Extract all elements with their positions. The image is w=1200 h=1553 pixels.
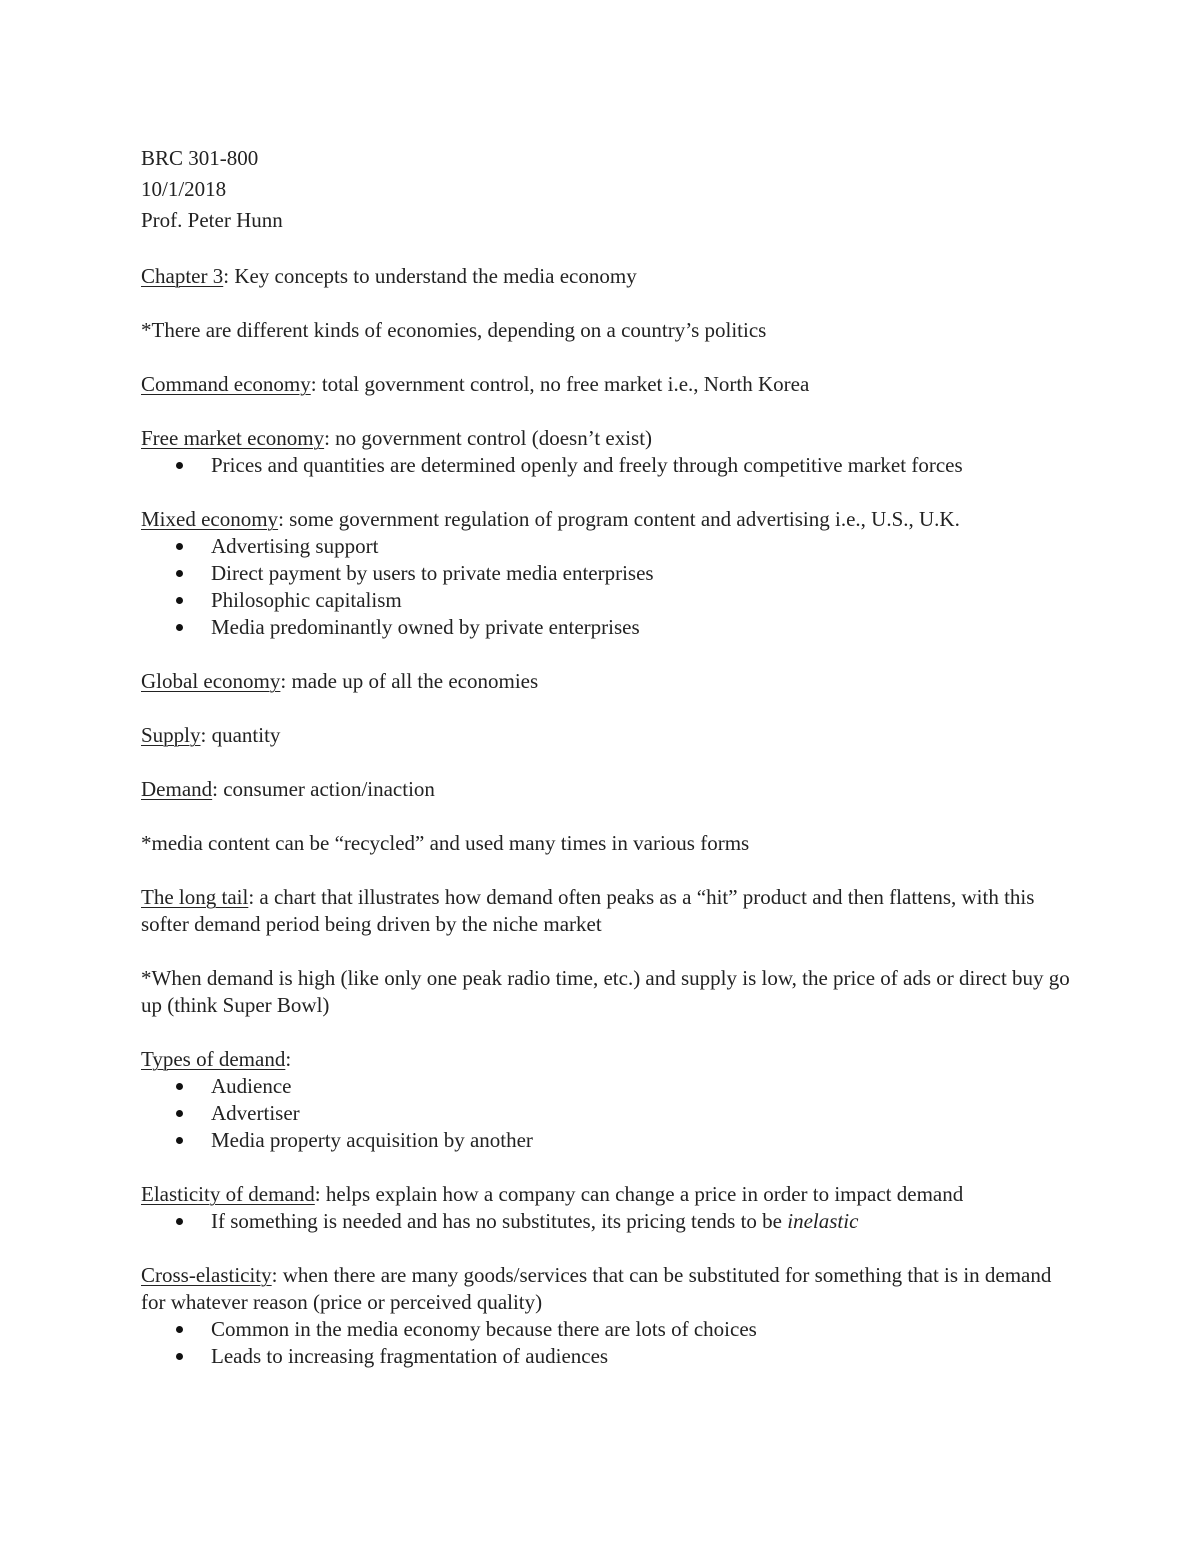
elasticity-definition <box>141 1181 1081 1208</box>
elasticity-rest: : helps explain how a company can change a price in order to impact demand <box>314 1182 964 1206</box>
bullet-icon <box>176 1137 183 1144</box>
cross-elasticity-rest: : when there are many goods/services that can be substituted for something that is in demand for whatever reason (price or perceived quality) <box>141 1263 1052 1314</box>
list-item: Advertising support <box>141 533 1081 560</box>
mixed-economy-bullets <box>141 533 1081 641</box>
bullet-icon <box>176 597 183 604</box>
lecture-date: 10/1/2018 <box>141 177 227 201</box>
bullet-icon <box>176 462 183 469</box>
list-item: Audience <box>141 1073 1081 1100</box>
global-economy-rest: : made up of all the economies <box>280 669 539 693</box>
cross-elasticity-bullets <box>141 1316 1081 1370</box>
chapter-term: Chapter 3 <box>141 264 224 288</box>
professor-name: Prof. Peter Hunn <box>141 208 283 232</box>
cross-elasticity-term: Cross-elasticity <box>141 1263 272 1287</box>
command-economy-term: Command economy <box>141 372 311 396</box>
bullet-icon <box>176 624 183 631</box>
long-tail-definition <box>141 884 1081 938</box>
supply-term: Supply <box>141 723 201 747</box>
free-market-definition <box>141 425 1081 452</box>
chapter-heading <box>141 263 1081 290</box>
mixed-economy-term: Mixed economy <box>141 507 279 531</box>
list-item: Common in the media economy because there are lots of choices <box>141 1316 1081 1343</box>
mixed-economy-rest: : some government regulation of program content and advertising i.e., U.S., U.K. <box>278 507 960 531</box>
bullet-icon <box>176 1110 183 1117</box>
list-item: Media predominantly owned by private enterprises <box>141 614 1081 641</box>
chapter-rest: : Key concepts to understand the media economy <box>223 264 637 288</box>
list-item: If something is needed and has no substitutes, its pricing tends to be inelastic <box>141 1208 1081 1235</box>
bullet-icon <box>176 570 183 577</box>
supply-definition <box>141 722 1081 749</box>
command-economy-definition <box>141 371 1081 398</box>
inelastic-emphasis: inelastic <box>787 1209 859 1233</box>
bullet-icon <box>176 543 183 550</box>
bullet-icon <box>176 1326 183 1333</box>
note-recycled: *media content can be “recycled” and used many times in various forms <box>141 831 750 855</box>
demand-rest: : consumer action/inaction <box>212 777 435 801</box>
document-page <box>141 143 1081 1370</box>
free-market-term: Free market economy <box>141 426 325 450</box>
global-economy-definition <box>141 668 1081 695</box>
document-header <box>141 143 1081 236</box>
note-demand-high: *When demand is high (like only one peak radio time, etc.) and supply is low, the price of ads or direct buy go up (think Super Bowl) <box>141 966 1070 1017</box>
list-item: Advertiser <box>141 1100 1081 1127</box>
list-item: Prices and quantities are determined openly and freely through competitive market forces <box>141 452 1081 479</box>
command-economy-rest: : total government control, no free market i.e., North Korea <box>310 372 810 396</box>
types-of-demand-heading <box>141 1046 1081 1073</box>
cross-elasticity-definition <box>141 1262 1081 1316</box>
bullet-icon <box>176 1083 183 1090</box>
elasticity-bullets <box>141 1208 1081 1235</box>
supply-rest: : quantity <box>200 723 281 747</box>
list-item: Leads to increasing fragmentation of audiences <box>141 1343 1081 1370</box>
note-economies: *There are different kinds of economies, depending on a country’s politics <box>141 318 767 342</box>
mixed-economy-definition <box>141 506 1081 533</box>
long-tail-term: The long tail <box>141 885 249 909</box>
bullet-icon <box>176 1218 183 1225</box>
list-item: Direct payment by users to private media enterprises <box>141 560 1081 587</box>
long-tail-rest: : a chart that illustrates how demand often peaks as a “hit” product and then flattens, with this softer demand period being driven by the niche market <box>141 885 1035 936</box>
global-economy-term: Global economy <box>141 669 281 693</box>
types-of-demand-rest: : <box>285 1047 292 1071</box>
free-market-bullets <box>141 452 1081 479</box>
elasticity-term: Elasticity of demand <box>141 1182 315 1206</box>
types-of-demand-bullets <box>141 1073 1081 1154</box>
course-code: BRC 301-800 <box>141 146 259 170</box>
free-market-rest: : no government control (doesn’t exist) <box>324 426 653 450</box>
list-item: Philosophic capitalism <box>141 587 1081 614</box>
types-of-demand-term: Types of demand <box>141 1047 286 1071</box>
demand-definition <box>141 776 1081 803</box>
demand-term: Demand <box>141 777 213 801</box>
list-item: Media property acquisition by another <box>141 1127 1081 1154</box>
bullet-icon <box>176 1353 183 1360</box>
